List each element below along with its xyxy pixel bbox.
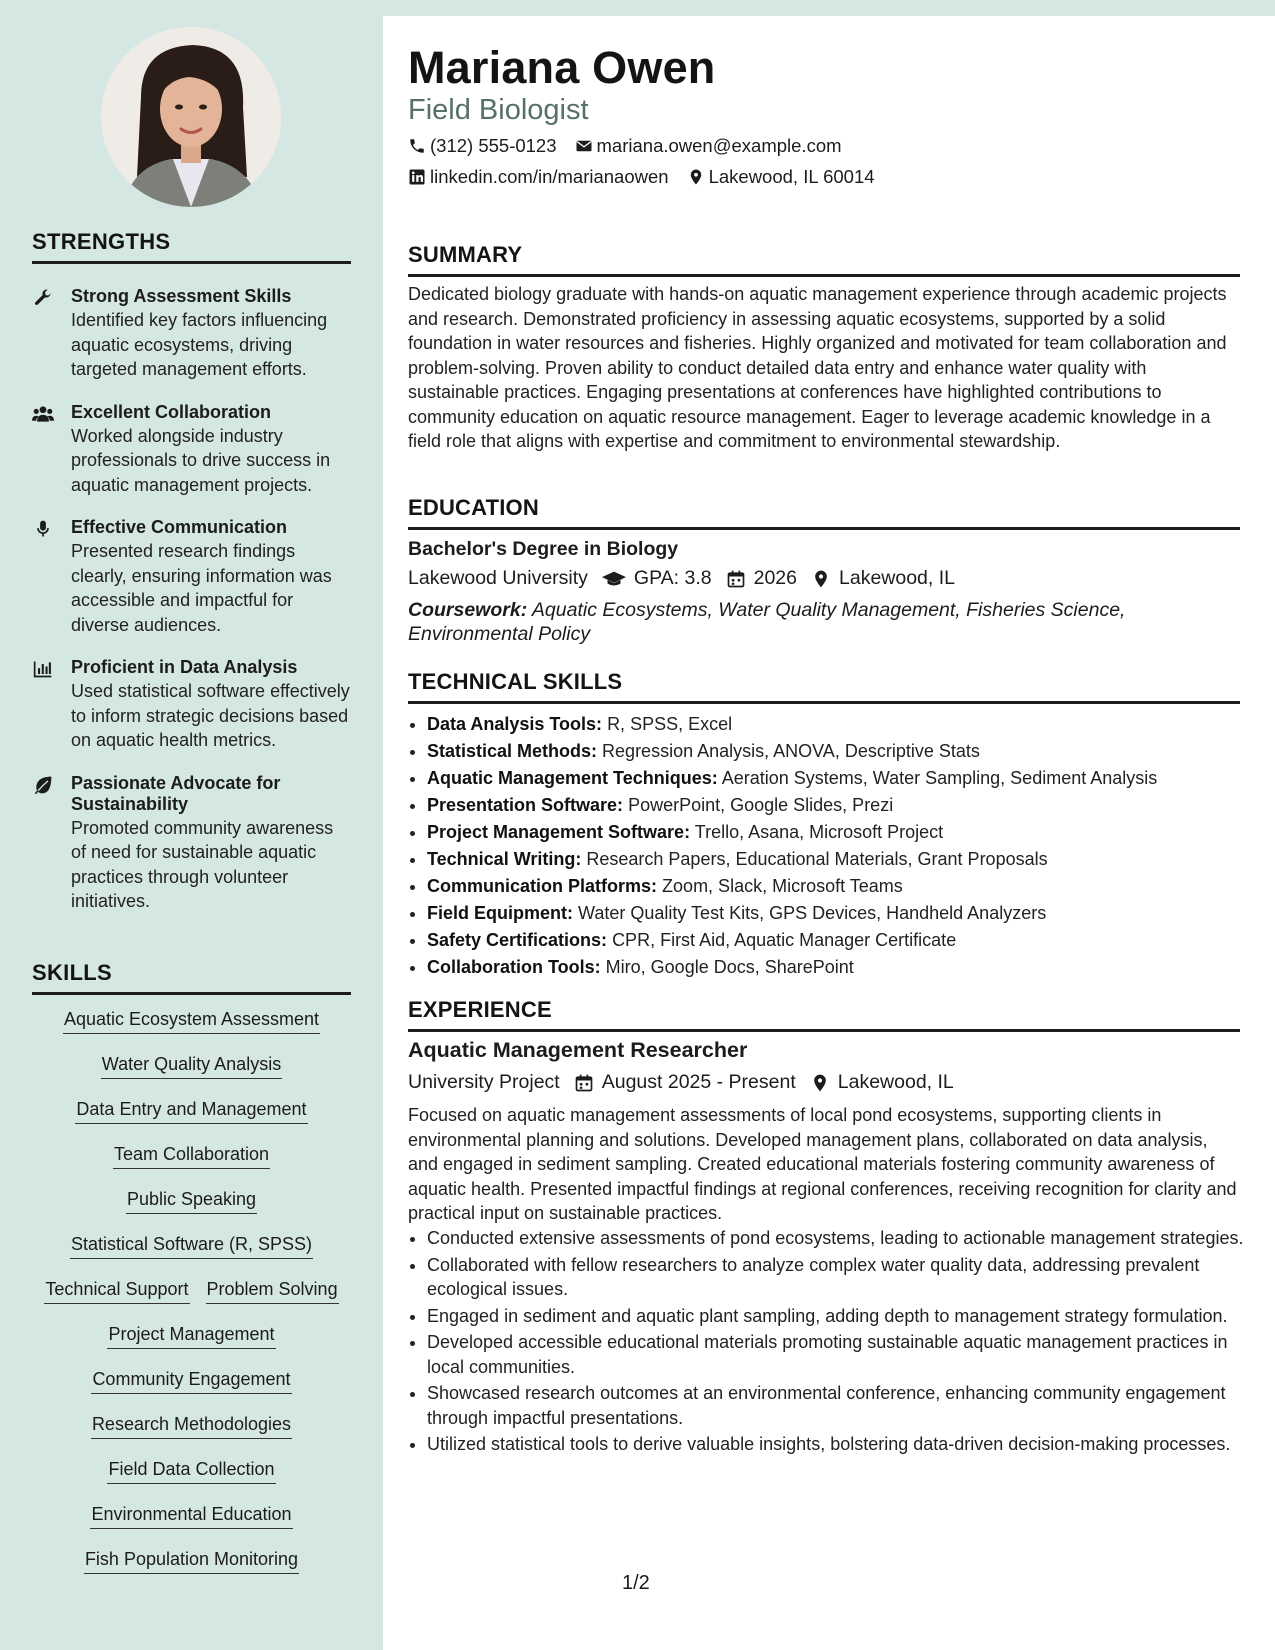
summary-text: Dedicated biology graduate with hands-on aquatic management experience through academic projects and research. Demonstrated proficiency in assessing aquatic ecosystems, supported by a solid foundation in water resources and fisheries. Highly organized and motivated for team collaboration and problem-solving. Proven ability to conduct detailed data entry and enhance water quality with sustainable practices. Engaging presentations at conferences have highlighted contributions to community education on aquatic resource management. Eager to leverage academic knowledge in a field role that aligns with expertise and commitment to environmental stewardship. — [408, 284, 1227, 451]
skill-value: Trello, Asana, Microsoft Project — [694, 822, 944, 842]
experience-bullets — [408, 1226, 1257, 1459]
strength-text: Identified key factors influencing aquatic ecosystems, driving targeted management efforts. — [71, 310, 328, 379]
list-item — [427, 954, 1257, 981]
list-item — [427, 846, 1257, 873]
education-meta — [408, 567, 955, 590]
graduation-cap-icon — [602, 569, 626, 589]
skill-value: PowerPoint, Google Slides, Prezi — [628, 795, 894, 815]
technical-skills-list — [408, 711, 1257, 981]
strengths-heading: STRENGTHS — [32, 229, 351, 264]
skill-value: Water Quality Test Kits, GPS Devices, Handheld Analyzers — [578, 903, 1047, 923]
skill-value: R, SPSS, Excel — [607, 714, 733, 734]
experience-meta — [408, 1071, 954, 1094]
skill-label: Field Equipment: — [427, 903, 573, 923]
envelope-icon — [575, 137, 593, 155]
skill-chip: Data Entry and Management — [75, 1098, 307, 1124]
skill-label: Data Analysis Tools: — [427, 714, 603, 734]
wrench-icon — [32, 288, 54, 308]
list-item: • Showcased research outcomes at an environmental conference, enhancing community engagement through impactful presentations. — [427, 1381, 1257, 1430]
list-item — [427, 900, 1257, 927]
strength-title: Excellent Collaboration — [71, 401, 272, 422]
skill-chip: Problem Solving — [206, 1278, 339, 1304]
phone-icon — [408, 137, 426, 155]
strength-item — [32, 657, 352, 753]
skill-value: Regression Analysis, ANOVA, Descriptive Stats — [602, 741, 980, 761]
contact-row-1 — [408, 135, 842, 157]
skill-value: CPR, First Aid, Aquatic Manager Certificate — [612, 930, 957, 950]
list-item: • Conducted extensive assessments of pond ecosystems, leading to actionable management strategies. — [427, 1226, 1257, 1251]
list-item — [427, 765, 1257, 792]
skill-label: Collaboration Tools: — [427, 957, 601, 977]
graduation-year: 2026 — [753, 567, 797, 589]
strength-item — [32, 286, 352, 382]
coursework-list: Aquatic Ecosystems, Water Quality Management, Fisheries Science, Environmental Policy — [408, 599, 1126, 645]
candidate-name: Mariana Owen — [408, 42, 716, 93]
strength-item — [32, 517, 352, 637]
linkedin-link[interactable]: linkedin.com/in/marianaowen — [430, 166, 669, 187]
skill-label: Statistical Methods: — [427, 741, 598, 761]
list-item — [427, 711, 1257, 738]
skill-value: Miro, Google Docs, SharePoint — [605, 957, 854, 977]
location-text: Lakewood, IL 60014 — [708, 166, 875, 187]
calendar-icon — [726, 569, 746, 589]
skill-chip: Aquatic Ecosystem Assessment — [63, 1008, 320, 1034]
skill-chip: Project Management — [107, 1323, 275, 1349]
bar-chart-icon — [32, 659, 54, 679]
degree-title: Bachelor's Degree in Biology — [408, 538, 679, 560]
microphone-icon — [32, 519, 54, 539]
skill-label: Presentation Software: — [427, 795, 624, 815]
school-location: Lakewood, IL — [839, 567, 956, 589]
linkedin-icon — [408, 168, 426, 186]
strength-text: Worked alongside industry professionals to drive success in aquatic management projects. — [71, 425, 331, 495]
contact-row-2 — [408, 166, 875, 188]
list-item — [427, 792, 1257, 819]
summary-heading: SUMMARY — [408, 242, 1240, 277]
education-heading: EDUCATION — [408, 495, 1240, 530]
gpa-text: GPA: 3.8 — [633, 567, 712, 589]
school-name: Lakewood University — [408, 567, 588, 589]
candidate-role: Field Biologist — [408, 94, 589, 126]
strength-item — [32, 402, 352, 498]
coursework — [408, 598, 1238, 646]
strength-title: Strong Assessment Skills — [71, 286, 292, 306]
skill-chip: Research Methodologies — [91, 1413, 292, 1439]
skill-value: Research Papers, Educational Materials, Grant Proposals — [586, 849, 1048, 869]
list-item: • Developed accessible educational materials promoting sustainable aquatic management practices in local communities. — [427, 1330, 1257, 1379]
job-description: Focused on aquatic management assessments of local pond ecosystems, supporting clients in environmental planning and solutions. Developed management plans, collaborated on data analysis, and engaged in sediment sampling. Created educational materials fostering community awareness of aquatic health. Presented impactful findings at regional conferences, receiving recognition for clarity and practical input on sustainable practices. — [408, 1105, 1237, 1223]
list-item: • Engaged in sediment and aquatic plant sampling, adding depth to management strategy formulation. — [427, 1304, 1257, 1329]
leaf-icon — [32, 775, 54, 795]
organization: University Project — [408, 1071, 560, 1093]
job-title: Aquatic Management Researcher — [408, 1038, 748, 1062]
strength-title: Passionate Advocate for Sustainability — [71, 772, 281, 814]
list-item — [427, 927, 1257, 954]
skill-chip: Statistical Software (R, SPSS) — [70, 1233, 313, 1259]
skill-label: Technical Writing: — [427, 849, 582, 869]
skills-heading: SKILLS — [32, 960, 351, 995]
email-link[interactable]: mariana.owen@example.com — [596, 135, 842, 156]
list-item: • Collaborated with fellow researchers to analyze complex water quality data, addressing prevalent ecological issues. — [427, 1253, 1257, 1302]
strength-text: Promoted community awareness of need for sustainable aquatic practices through volunteer initiatives. — [71, 817, 334, 911]
skill-value: Aeration Systems, Water Sampling, Sediment Analysis — [721, 768, 1158, 788]
skill-chip: Technical Support — [44, 1278, 189, 1304]
top-band — [0, 0, 1275, 16]
skill-value: Zoom, Slack, Microsoft Teams — [662, 876, 903, 896]
strength-title: Proficient in Data Analysis — [71, 657, 298, 677]
strength-item — [32, 773, 352, 914]
list-item — [427, 738, 1257, 765]
skill-label: Communication Platforms: — [427, 876, 658, 896]
experience-heading: EXPERIENCE — [408, 997, 1240, 1032]
technical-skills-heading: TECHNICAL SKILLS — [408, 669, 1240, 704]
list-item — [427, 819, 1257, 846]
skills-list — [32, 1008, 351, 1593]
skill-chip: Community Engagement — [91, 1368, 291, 1394]
job-dates: August 2025 - Present — [601, 1071, 796, 1093]
skill-label: Safety Certifications: — [427, 930, 608, 950]
users-icon — [32, 404, 54, 424]
skill-chip: Environmental Education — [90, 1503, 292, 1529]
coursework-label: Coursework: — [408, 599, 528, 621]
strengths-list — [32, 286, 352, 934]
skill-chip: Team Collaboration — [113, 1143, 270, 1169]
profile-photo — [101, 27, 281, 207]
map-pin-icon — [811, 569, 831, 589]
list-item: • Utilized statistical tools to derive valuable insights, bolstering data-driven decision-making processes. — [427, 1432, 1257, 1457]
strength-text: Presented research findings clearly, ensuring information was accessible and impactful for diverse audiences. — [71, 541, 332, 635]
map-pin-icon — [687, 168, 705, 186]
calendar-icon — [574, 1073, 594, 1093]
list-item — [427, 873, 1257, 900]
skill-chip: Public Speaking — [126, 1188, 257, 1214]
phone-number[interactable]: (312) 555-0123 — [430, 135, 557, 156]
strength-title: Effective Communication — [71, 517, 288, 537]
skill-chip: Field Data Collection — [107, 1458, 275, 1484]
page-number: 1/2 — [622, 1572, 650, 1594]
skill-label: Project Management Software: — [427, 822, 691, 842]
strength-text: Used statistical software effectively to inform strategic decisions based on aquatic health metrics. — [71, 681, 350, 750]
skill-chip: Water Quality Analysis — [101, 1053, 282, 1079]
job-location: Lakewood, IL — [837, 1071, 954, 1093]
map-pin-icon — [810, 1073, 830, 1093]
skill-chip: Fish Population Monitoring — [84, 1548, 299, 1574]
skill-label: Aquatic Management Techniques: — [427, 768, 718, 788]
